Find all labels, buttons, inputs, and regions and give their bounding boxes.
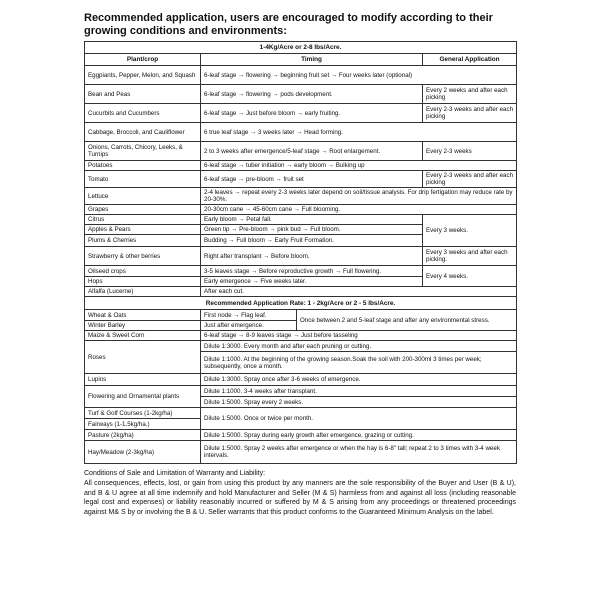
crop-cell: Hops: [85, 277, 201, 287]
application-table-2: [84, 309, 517, 464]
table-row: [85, 266, 517, 277]
timing-cell: 2 to 3 weeks after emergence/5-leaf stage → Root enlargement.: [201, 142, 423, 161]
timing-cell: Dilute 1:5000. Spray during early growth after emergence, grazing or cutting.: [201, 430, 517, 441]
terms-body: All consequences, effects, lost, or gain from using this product by any manners are the sole responsibility of the Buyer and User (B & U), and B & U agree at all time indemnify and hold Manufacturer and Seller (M & S) harmless from and against all loss (including reasonable legal cost and expenses) or liability reasonably incurred or suffered by M & S arising from any proceedings or threatened proceedings against M& S by or involving the B & U. Seller warrants that this product conforms to the Guaranteed Minimum Analysis on the label.: [84, 479, 516, 517]
timing-cell: Budding → Full bloom → Early Fruit Formation.: [201, 235, 423, 247]
timing-cell: Dilute 1:1000. At the beginning of the growing season.Soak the soil with 200-300ml 3 times per week; subsequently, once a month.: [201, 352, 517, 374]
timing-cell: Just after emergence.: [201, 321, 297, 331]
crop-cell: Cucurbits and Cucumbers: [85, 104, 201, 123]
header-plant: Plant/crop: [85, 54, 201, 66]
crop-cell: Hay/Meadow (2-3kg/ha): [85, 441, 201, 464]
rate-heading-1: 1-4Kg/Acre or 2-8 lbs/Acre.: [85, 42, 517, 54]
document-page: [84, 12, 516, 518]
header-timing: Timing: [201, 54, 423, 66]
timing-cell: Early bloom → Petal fall.: [201, 215, 423, 225]
general-cell: Every 2-3 weeks and after each picking: [423, 171, 517, 188]
general-cell: Every 2 weeks and after each picking: [423, 85, 517, 104]
table-row: [85, 104, 517, 123]
table-row: [85, 85, 517, 104]
crop-cell: Lettuce: [85, 188, 201, 205]
crop-cell: Winter Barley: [85, 321, 201, 331]
crop-cell: Lupins: [85, 374, 201, 386]
timing-cell: 6-leaf stage → pre-bloom → fruit set: [201, 171, 423, 188]
general-cell: Every 2-3 weeks and after each picking: [423, 104, 517, 123]
timing-cell: 3-5 leaves stage → Before reproductive growth → Full flowering.: [201, 266, 423, 277]
timing-cell: 6-leaf stage → 8-9 leaves stage → Just before tasseling: [201, 331, 517, 341]
table-row: [85, 430, 517, 441]
crop-cell: Cabbage, Broccoli, and Cauliflower: [85, 123, 201, 142]
timing-cell: 6-leaf stage → Just before bloom → early fruiting.: [201, 104, 423, 123]
document-title: Recommended application, users are encouraged to modify according to their growing conditions and environments:: [84, 12, 493, 37]
table-row: [85, 171, 517, 188]
table-row: [85, 374, 517, 386]
table-row: [85, 188, 517, 205]
crop-cell: Plums & Cherries: [85, 235, 201, 247]
timing-cell: 6-leaf stage → tuber initiation → early bloom → Bulking up: [201, 161, 517, 171]
timing-cell: Early emergence → Five weeks later.: [201, 277, 423, 287]
general-cell: Every 4 weeks.: [423, 266, 517, 287]
rate-heading-2: Recommended Application Rate: 1 - 2kg/Acre or 2 - 5 lbs/Acre.: [85, 297, 517, 310]
crop-cell: Apples & Pears: [85, 225, 201, 235]
crop-cell: Maize & Sweet Corn: [85, 331, 201, 341]
timing-cell: After each cut.: [201, 287, 517, 297]
timing-cell: First node → Flag leaf.: [201, 310, 297, 321]
timing-cell: Dilute 1:5000. Spray every 2 weeks.: [201, 397, 517, 408]
general-cell: Once between 2 and 5-leaf stage and after any environmental stress.: [297, 310, 517, 331]
table-row: [85, 341, 517, 352]
crop-cell: Turf & Golf Courses (1-2kg/ha): [85, 408, 201, 419]
timing-cell: Dilute 1:3000. Spray once after 3-6 weeks of emergence.: [201, 374, 517, 386]
crop-cell: Tomato: [85, 171, 201, 188]
crop-cell: Pasture (2kg/ha): [85, 430, 201, 441]
table-header: [85, 54, 517, 66]
table-row: [85, 247, 517, 266]
general-cell: Every 3 weeks.: [423, 215, 517, 247]
table-row: [85, 205, 517, 215]
table-row: [85, 123, 517, 142]
timing-cell: 6-leaf stage → flowering → pods development.: [201, 85, 423, 104]
table-row: [85, 161, 517, 171]
crop-cell: Alfalfa (Lucerne): [85, 287, 201, 297]
table-row: [85, 142, 517, 161]
table-row: [85, 386, 517, 397]
timing-cell: 2-4 leaves → repeat every 2-3 weeks later depend on soil/tissue analysis. For drip fertigation may reduce rate by 20-30%.: [201, 188, 517, 205]
header-general: General Application: [423, 54, 517, 66]
timing-cell: Dilute 1:3000. Every month and after each pruning or cutting.: [201, 341, 517, 352]
table-row: [85, 310, 517, 321]
table-row: [85, 408, 517, 419]
table-row: [85, 287, 517, 297]
table-row: [85, 331, 517, 341]
timing-cell: Dilute 1:5000. Spray 2 weeks after emergence or when the hay is 6-8" tall; repeat 2 to 3 times with 3-4 week intervals.: [201, 441, 517, 464]
terms-section: [84, 469, 516, 518]
crop-cell: Roses: [85, 341, 201, 374]
timing-cell: 20-30cm cane → 45-60cm cane → Full blooming.: [201, 205, 517, 215]
crop-cell: Eggpiants, Pepper, Melon, and Squash: [85, 66, 201, 85]
timing-cell: Dilute 1:1000. 3-4 weeks after transplant.: [201, 386, 517, 397]
application-table: [84, 41, 517, 310]
crop-cell: Bean and Peas: [85, 85, 201, 104]
timing-cell: Right after transplant → Before bloom.: [201, 247, 423, 266]
general-cell: Every 2-3 weeks: [423, 142, 517, 161]
timing-cell: Dilute 1:5000. Once or twice per month.: [201, 408, 517, 430]
crop-cell: Potatoes: [85, 161, 201, 171]
rate-row-1: [85, 42, 517, 54]
crop-cell: Onions, Carrots, Chicory, Leeks, & Turnips: [85, 142, 201, 161]
table-row: [85, 215, 517, 225]
table-row: [85, 441, 517, 464]
crop-cell: Fairways (1-1.5kg/ha.): [85, 419, 201, 430]
terms-heading: Conditions of Sale and Limitation of Warranty and Liability:: [84, 470, 266, 477]
crop-cell: Oilseed crops: [85, 266, 201, 277]
timing-cell: 6 true leaf stage → 3 weeks later → Head forming.: [201, 123, 517, 142]
crop-cell: Strawberry & other berries: [85, 247, 201, 266]
general-cell: Every 3 weeks and after each picking.: [423, 247, 517, 266]
crop-cell: Flowering and Ornamental plants: [85, 386, 201, 408]
rate-row-2: [85, 297, 517, 310]
crop-cell: Citrus: [85, 215, 201, 225]
timing-cell: 6-leaf stage → flowering → beginning fruit set → Four weeks later (optional): [201, 66, 517, 85]
table-row: [85, 66, 517, 85]
timing-cell: Green tip → Pre-bloom → pink bud → Full bloom.: [201, 225, 423, 235]
crop-cell: Grapes: [85, 205, 201, 215]
crop-cell: Wheat & Oats: [85, 310, 201, 321]
